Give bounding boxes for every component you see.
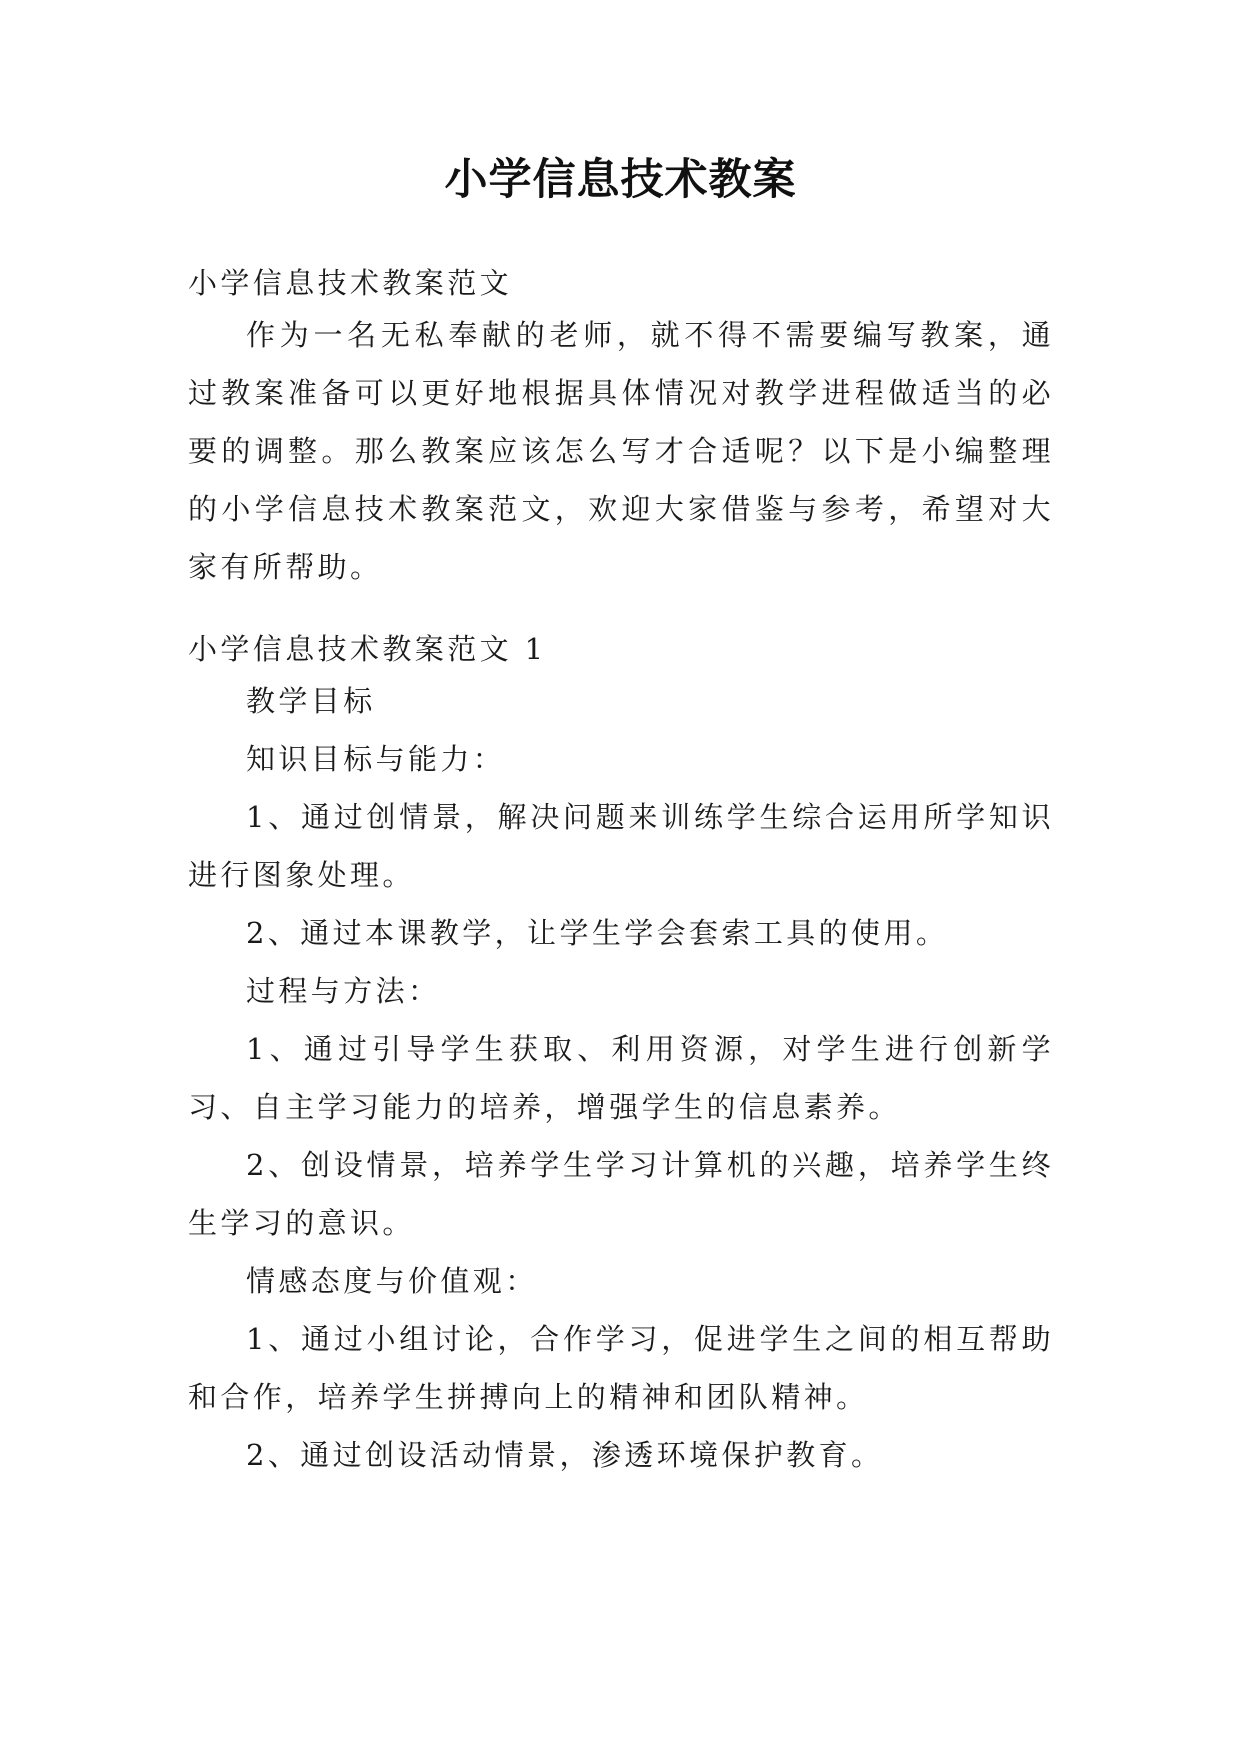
section1-heading: 小学信息技术教案范文 1	[188, 632, 547, 666]
paragraph-teaching-goals: 教学目标	[246, 684, 376, 718]
paragraph-process-item-1: 1、通过引导学生获取、利用资源，对学生进行创新学习、自主学习能力的培养，增强学生的信息素养。	[188, 1032, 1054, 1124]
paragraph-process-methods: 过程与方法：	[246, 974, 441, 1008]
paragraph-process-item-2: 2、创设情景，培养学生学习计算机的兴趣，培养学生终生学习的意识。	[188, 1148, 1054, 1240]
paragraph-attitude-values: 情感态度与价值观：	[246, 1264, 538, 1298]
paragraph-knowledge-goals: 知识目标与能力：	[246, 742, 506, 776]
paragraph-attitude-item-2: 2、通过创设活动情景，渗透环境保护教育。	[246, 1438, 884, 1472]
intro-heading: 小学信息技术教案范文	[188, 266, 513, 300]
section1-body	[188, 672, 1054, 1484]
intro-paragraph-block	[188, 306, 1054, 596]
paragraph-attitude-item-1: 1、通过小组讨论，合作学习，促进学生之间的相互帮助和合作，培养学生拼搏向上的精神和团队精神。	[188, 1322, 1054, 1414]
intro-paragraph: 作为一名无私奉献的老师，就不得不需要编写教案，通过教案准备可以更好地根据具体情况对教学进程做适当的必要的调整。那么教案应该怎么写才合适呢？以下是小编整理的小学信息技术教案范文，欢迎大家借鉴与参考，希望对大家有所帮助。	[188, 318, 1054, 584]
paragraph-knowledge-item-1: 1、通过创情景，解决问题来训练学生综合运用所学知识进行图象处理。	[188, 800, 1054, 892]
paragraph-knowledge-item-2: 2、通过本课教学，让学生学会套索工具的使用。	[246, 916, 949, 950]
page-title: 小学信息技术教案	[444, 155, 797, 205]
